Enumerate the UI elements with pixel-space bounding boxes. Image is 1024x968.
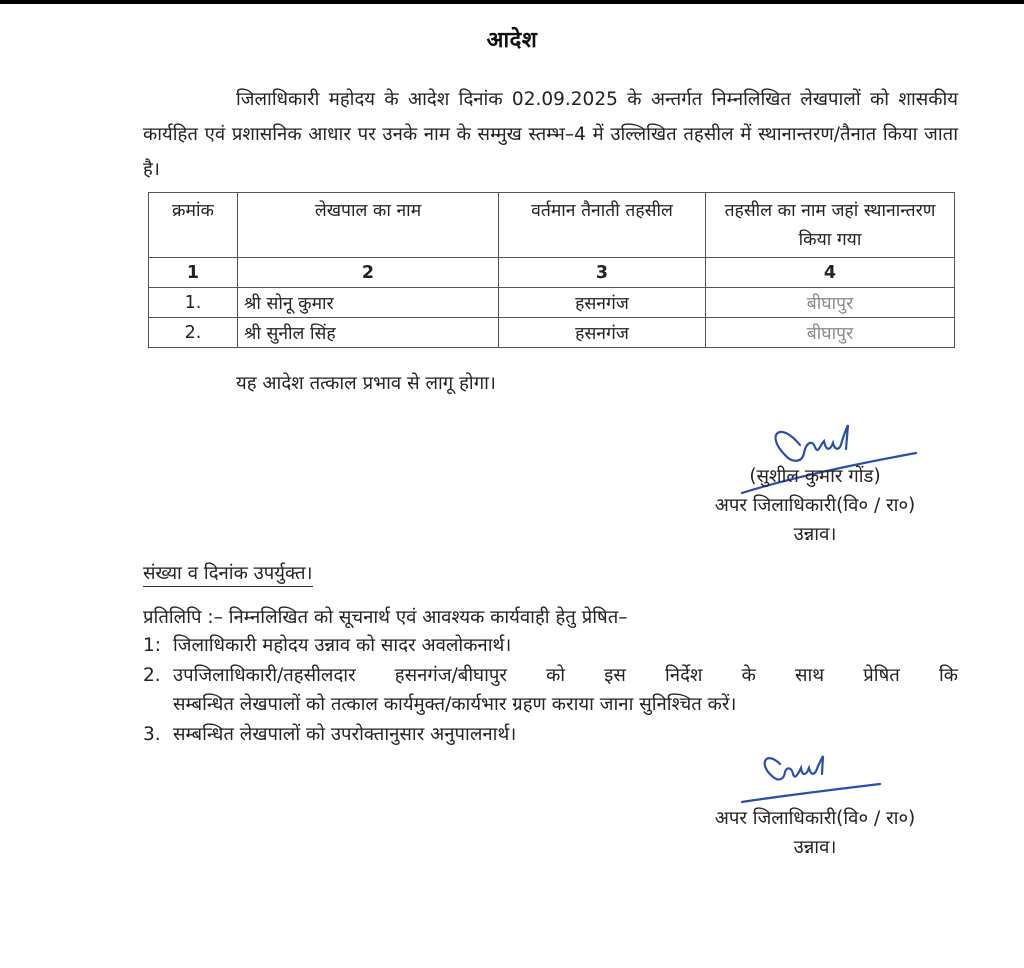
top-border bbox=[0, 0, 1024, 4]
order-paragraph-text: जिलाधिकारी महोदय के आदेश दिनांक 02.09.2025 के अन्तर्गत निम्नलिखित लेखपालों को शासकीय कार्यहित एवं प्रशासनिक आधार पर उनके नाम के सम्मुख स्तम्भ–4 में उल्लिखित तहसील में स्थानान्तरण/तैनात किया जाता है। bbox=[143, 89, 958, 180]
signature-block-1 bbox=[650, 462, 980, 549]
signatory-designation: अपर जिलाधिकारी(वि० / रा०) bbox=[714, 808, 916, 829]
list-item-number: 2. bbox=[143, 664, 161, 686]
column-number: 2 bbox=[238, 258, 499, 288]
transfer-table bbox=[148, 192, 955, 348]
list-item bbox=[143, 720, 958, 750]
signatory-place: उन्नाव। bbox=[793, 524, 837, 545]
row-serial: 2. bbox=[149, 318, 238, 348]
table-row bbox=[149, 318, 955, 348]
list-item bbox=[143, 631, 958, 661]
signature-image bbox=[730, 750, 890, 810]
signatory-name: (सुशील कुमार गोंड) bbox=[749, 466, 881, 487]
effective-note: यह आदेश तत्काल प्रभाव से लागू होगा। bbox=[236, 373, 496, 394]
column-number-row bbox=[149, 258, 955, 288]
list-item-text: जिलाधिकारी महोदय उन्नाव को सादर अवलोकनार्थ। bbox=[173, 635, 512, 656]
table-row bbox=[149, 288, 955, 318]
header-current-tehsil: वर्तमान तैनाती तहसील bbox=[499, 193, 706, 258]
list-item-number: 1: bbox=[143, 635, 162, 656]
list-item bbox=[143, 661, 958, 691]
row-name: श्री सोनू कुमार bbox=[238, 288, 499, 318]
copy-heading: प्रतिलिपि :– निम्नलिखित को सूचनार्थ एवं आवश्यक कार्यवाही हेतु प्रेषित– bbox=[143, 607, 628, 628]
row-transfer-tehsil: बीघापुर bbox=[706, 318, 955, 348]
list-item-continuation bbox=[143, 690, 958, 720]
list-item-text: सम्बन्धित लेखपालों को तत्काल कार्यमुक्त/कार्यभार ग्रहण कराया जाना सुनिश्चित करें। bbox=[173, 694, 737, 715]
list-item-text: उपजिलाधिकारी/तहसीलदार हसनगंज/बीघापुर को इस निर्देश के साथ प्रेषित कि bbox=[173, 664, 958, 686]
row-current-tehsil: हसनगंज bbox=[499, 318, 706, 348]
list-item-number: 3. bbox=[143, 723, 161, 745]
row-current-tehsil: हसनगंज bbox=[499, 288, 706, 318]
copy-list bbox=[143, 631, 958, 749]
order-paragraph bbox=[143, 82, 958, 187]
signature-block-2 bbox=[650, 804, 980, 862]
header-transfer-tehsil: तहसील का नाम जहां स्थानान्तरण किया गया bbox=[706, 193, 955, 258]
header-serial: क्रमांक bbox=[149, 193, 238, 258]
reference-line: संख्या व दिनांक उपर्युक्त। bbox=[143, 560, 313, 587]
list-item-text: सम्बन्धित लेखपालों को उपरोक्तानुसार अनुपालनार्थ। bbox=[173, 723, 517, 745]
row-name: श्री सुनील सिंह bbox=[238, 318, 499, 348]
column-number: 3 bbox=[499, 258, 706, 288]
signatory-place: उन्नाव। bbox=[793, 837, 837, 858]
table-header-row bbox=[149, 193, 955, 258]
row-transfer-tehsil: बीघापुर bbox=[706, 288, 955, 318]
column-number: 4 bbox=[706, 258, 955, 288]
signatory-designation: अपर जिलाधिकारी(वि० / रा०) bbox=[714, 495, 916, 516]
column-number: 1 bbox=[149, 258, 238, 288]
row-serial: 1. bbox=[149, 288, 238, 318]
document-title: आदेश bbox=[486, 28, 538, 53]
header-name: लेखपाल का नाम bbox=[238, 193, 499, 258]
